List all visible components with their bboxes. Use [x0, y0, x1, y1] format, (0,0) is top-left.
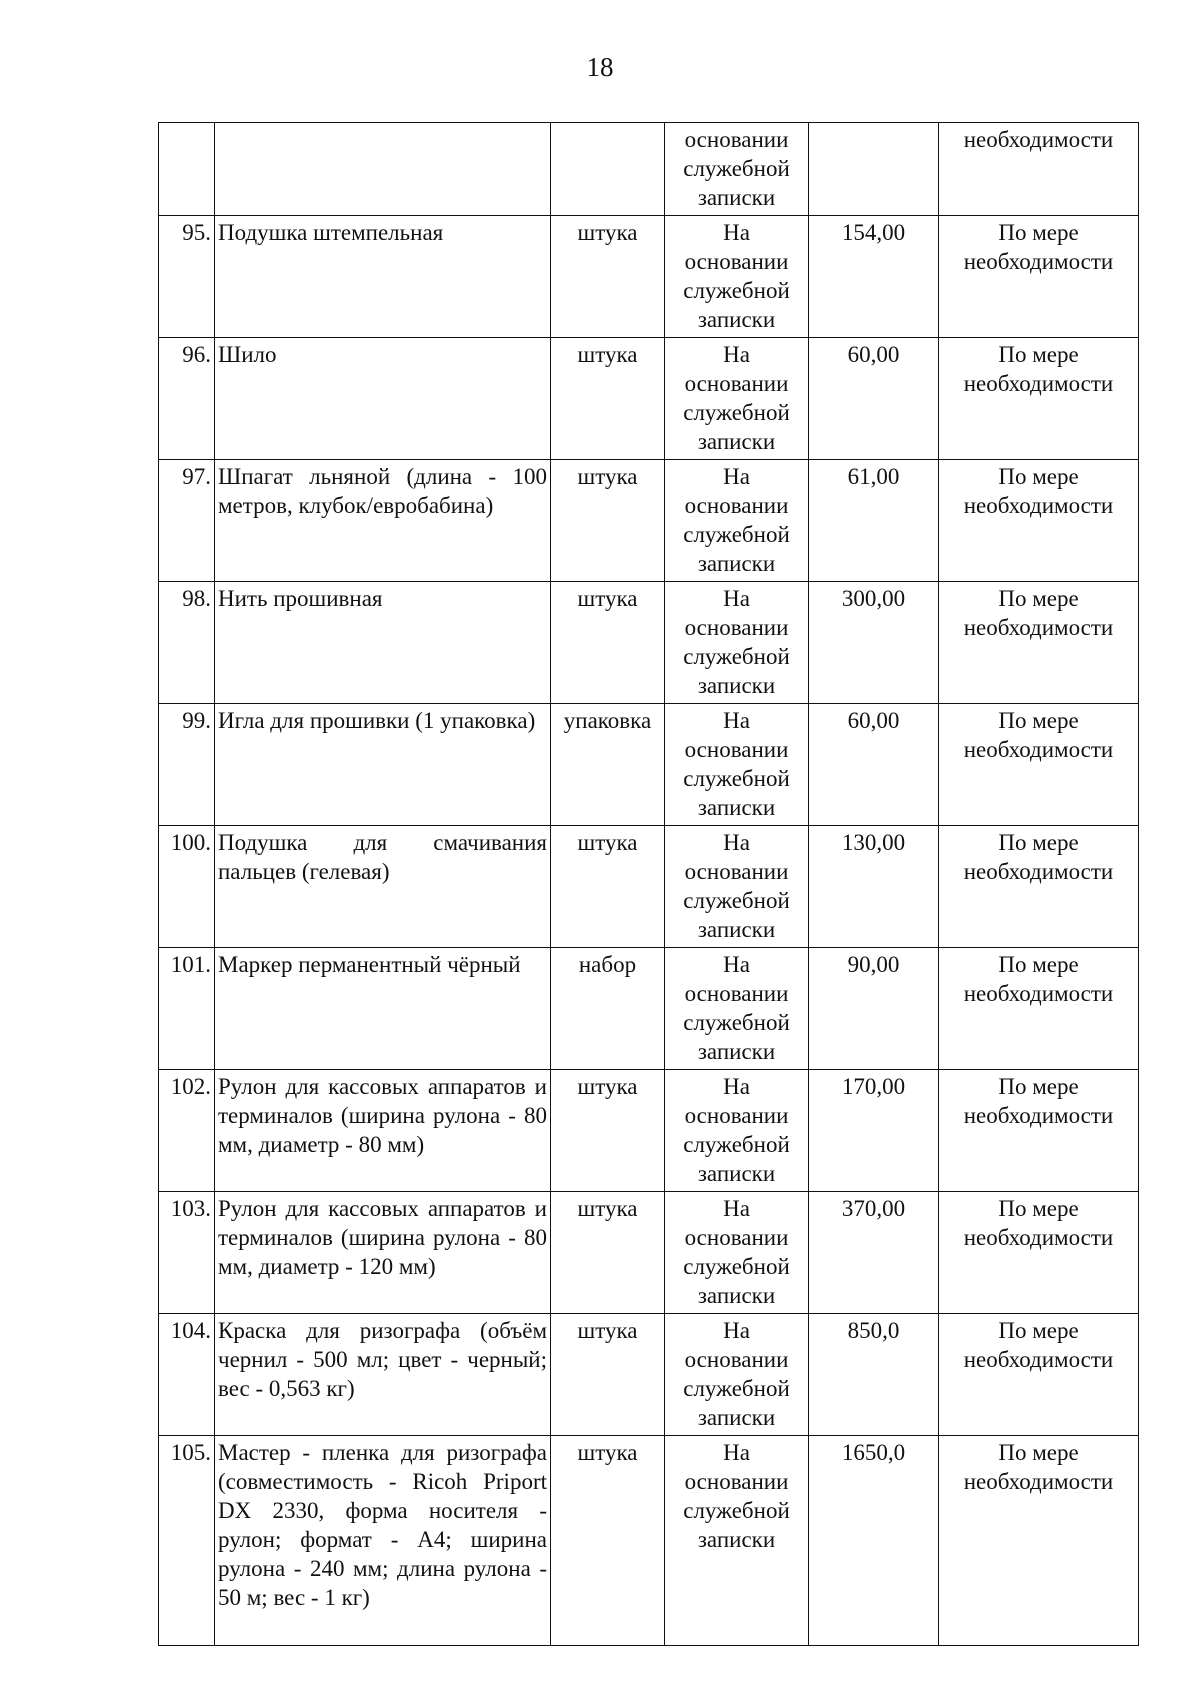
table-row	[159, 704, 1139, 826]
frequency-line: необходимости	[963, 1103, 1114, 1128]
basis-line: записки	[697, 673, 776, 698]
cell-frequency	[939, 460, 1139, 582]
cell-price: 60,00	[809, 338, 939, 460]
frequency-line: По мере	[998, 1318, 1079, 1343]
cell-name: Подушка для смачивания пальцев (гелевая)	[215, 826, 551, 948]
basis-line: служебной	[683, 278, 790, 303]
cell-price: 154,00	[809, 216, 939, 338]
cell-frequency	[939, 123, 1139, 216]
cell-name: Маркер перманентный чёрный	[215, 948, 551, 1070]
cell-price: 130,00	[809, 826, 939, 948]
cell-name: Краска для ризографа (объём чернил - 500 мл; цвет - черный; вес - 0,563 кг)	[215, 1314, 551, 1436]
table-row	[159, 1192, 1139, 1314]
cell-price: 850,0	[809, 1314, 939, 1436]
frequency-line: По мере	[998, 1196, 1079, 1221]
basis-line: служебной	[683, 1376, 790, 1401]
basis-line: записки	[697, 1283, 776, 1308]
basis-line: записки	[697, 185, 776, 210]
basis-line: записки	[697, 1527, 776, 1552]
cell-frequency	[939, 704, 1139, 826]
table-row	[159, 338, 1139, 460]
cell-price: 1650,0	[809, 1436, 939, 1646]
basis-line: записки	[697, 1039, 776, 1064]
basis-line: основании	[684, 249, 789, 274]
cell-num: 100.	[159, 826, 215, 948]
cell-frequency	[939, 582, 1139, 704]
basis-line: служебной	[683, 522, 790, 547]
basis-line: На	[723, 586, 750, 611]
frequency-line: По мере	[998, 586, 1079, 611]
cell-num: 96.	[159, 338, 215, 460]
basis-line: служебной	[683, 1132, 790, 1157]
basis-line: На	[723, 1440, 750, 1465]
cell-basis	[665, 704, 809, 826]
cell-basis	[665, 1436, 809, 1646]
cell-num: 99.	[159, 704, 215, 826]
basis-line: На	[723, 1318, 750, 1343]
basis-line: служебной	[683, 888, 790, 913]
cell-frequency	[939, 826, 1139, 948]
cell-unit: штука	[551, 826, 665, 948]
cell-basis	[665, 460, 809, 582]
cell-name: Шило	[215, 338, 551, 460]
basis-line: записки	[697, 917, 776, 942]
frequency-line: По мере	[998, 952, 1079, 977]
cell-price: 370,00	[809, 1192, 939, 1314]
cell-price: 300,00	[809, 582, 939, 704]
frequency-line: По мере	[998, 830, 1079, 855]
basis-line: основании	[684, 737, 789, 762]
frequency-line: необходимости	[963, 249, 1114, 274]
supplies-table	[158, 122, 1139, 1646]
basis-line: служебной	[683, 1010, 790, 1035]
basis-line: основании	[684, 981, 789, 1006]
cell-num: 104.	[159, 1314, 215, 1436]
cell-unit: штука	[551, 582, 665, 704]
cell-num: 101.	[159, 948, 215, 1070]
basis-line: На	[723, 220, 750, 245]
cell-price: 60,00	[809, 704, 939, 826]
cell-unit: штука	[551, 216, 665, 338]
basis-line: записки	[697, 1405, 776, 1430]
frequency-line: необходимости	[963, 127, 1114, 152]
cell-price: 90,00	[809, 948, 939, 1070]
basis-line: основании	[684, 1225, 789, 1250]
basis-line: записки	[697, 307, 776, 332]
frequency-line: необходимости	[963, 737, 1114, 762]
basis-line: На	[723, 830, 750, 855]
cell-num	[159, 123, 215, 216]
table-row	[159, 460, 1139, 582]
frequency-line: необходимости	[963, 1347, 1114, 1372]
table-row	[159, 1436, 1139, 1646]
cell-frequency	[939, 1070, 1139, 1192]
basis-line: На	[723, 1074, 750, 1099]
cell-name: Мастер - пленка для ризографа (совместимость - Ricoh Priport DX 2330, форма носителя - рулон; формат - А4; ширина рулона - 240 мм; длина рулона - 50 м; вес - 1 кг)	[215, 1436, 551, 1646]
frequency-line: необходимости	[963, 615, 1114, 640]
cell-basis	[665, 582, 809, 704]
cell-basis	[665, 948, 809, 1070]
cell-name	[215, 123, 551, 216]
cell-unit: штука	[551, 338, 665, 460]
cell-num: 105.	[159, 1436, 215, 1646]
table-row	[159, 1070, 1139, 1192]
cell-frequency	[939, 948, 1139, 1070]
cell-price: 170,00	[809, 1070, 939, 1192]
frequency-line: необходимости	[963, 371, 1114, 396]
cell-unit: штука	[551, 1436, 665, 1646]
basis-line: записки	[697, 1161, 776, 1186]
basis-line: основании	[684, 127, 789, 152]
basis-line: служебной	[683, 766, 790, 791]
frequency-line: По мере	[998, 464, 1079, 489]
basis-line: основании	[684, 1347, 789, 1372]
cell-price: 61,00	[809, 460, 939, 582]
basis-line: служебной	[683, 1498, 790, 1523]
frequency-line: По мере	[998, 220, 1079, 245]
cell-unit	[551, 123, 665, 216]
basis-line: На	[723, 342, 750, 367]
cell-unit: штука	[551, 1314, 665, 1436]
cell-name: Рулон для кассовых аппаратов и терминалов (ширина рулона - 80 мм, диаметр - 80 мм)	[215, 1070, 551, 1192]
frequency-line: необходимости	[963, 1225, 1114, 1250]
table-row	[159, 826, 1139, 948]
cell-basis	[665, 826, 809, 948]
cell-basis	[665, 338, 809, 460]
basis-line: основании	[684, 615, 789, 640]
cell-unit: штука	[551, 1070, 665, 1192]
basis-line: На	[723, 708, 750, 733]
cell-frequency	[939, 1192, 1139, 1314]
basis-line: На	[723, 952, 750, 977]
cell-basis	[665, 1192, 809, 1314]
table-row	[159, 1314, 1139, 1436]
cell-num: 95.	[159, 216, 215, 338]
cell-unit: штука	[551, 460, 665, 582]
cell-frequency	[939, 1436, 1139, 1646]
basis-line: записки	[697, 795, 776, 820]
cell-price	[809, 123, 939, 216]
cell-name: Шпагат льняной (длина - 100 метров, клубок/евробабина)	[215, 460, 551, 582]
basis-line: основании	[684, 1469, 789, 1494]
basis-line: служебной	[683, 156, 790, 181]
cell-unit: упаковка	[551, 704, 665, 826]
basis-line: записки	[697, 429, 776, 454]
cell-name: Игла для прошивки (1 упаковка)	[215, 704, 551, 826]
frequency-line: По мере	[998, 1074, 1079, 1099]
cell-num: 97.	[159, 460, 215, 582]
cell-basis	[665, 123, 809, 216]
table-body	[159, 123, 1139, 1646]
cell-basis	[665, 1070, 809, 1192]
table-row	[159, 582, 1139, 704]
table-row	[159, 948, 1139, 1070]
cell-frequency	[939, 338, 1139, 460]
cell-frequency	[939, 1314, 1139, 1436]
table-row-continuation	[159, 123, 1139, 216]
frequency-line: По мере	[998, 1440, 1079, 1465]
cell-num: 98.	[159, 582, 215, 704]
basis-line: служебной	[683, 1254, 790, 1279]
cell-basis	[665, 216, 809, 338]
frequency-line: необходимости	[963, 981, 1114, 1006]
page-number: 18	[586, 52, 614, 82]
cell-name: Подушка штемпельная	[215, 216, 551, 338]
cell-unit: набор	[551, 948, 665, 1070]
frequency-line: необходимости	[963, 1469, 1114, 1494]
frequency-line: необходимости	[963, 859, 1114, 884]
basis-line: основании	[684, 1103, 789, 1128]
cell-name: Рулон для кассовых аппаратов и терминалов (ширина рулона - 80 мм, диаметр - 120 мм)	[215, 1192, 551, 1314]
cell-unit: штука	[551, 1192, 665, 1314]
basis-line: основании	[684, 493, 789, 518]
frequency-line: По мере	[998, 708, 1079, 733]
basis-line: служебной	[683, 644, 790, 669]
cell-frequency	[939, 216, 1139, 338]
basis-line: служебной	[683, 400, 790, 425]
frequency-line: По мере	[998, 342, 1079, 367]
cell-num: 102.	[159, 1070, 215, 1192]
table-row	[159, 216, 1139, 338]
cell-num: 103.	[159, 1192, 215, 1314]
basis-line: основании	[684, 859, 789, 884]
frequency-line: необходимости	[963, 493, 1114, 518]
basis-line: На	[723, 464, 750, 489]
basis-line: На	[723, 1196, 750, 1221]
basis-line: основании	[684, 371, 789, 396]
cell-name: Нить прошивная	[215, 582, 551, 704]
cell-basis	[665, 1314, 809, 1436]
basis-line: записки	[697, 551, 776, 576]
